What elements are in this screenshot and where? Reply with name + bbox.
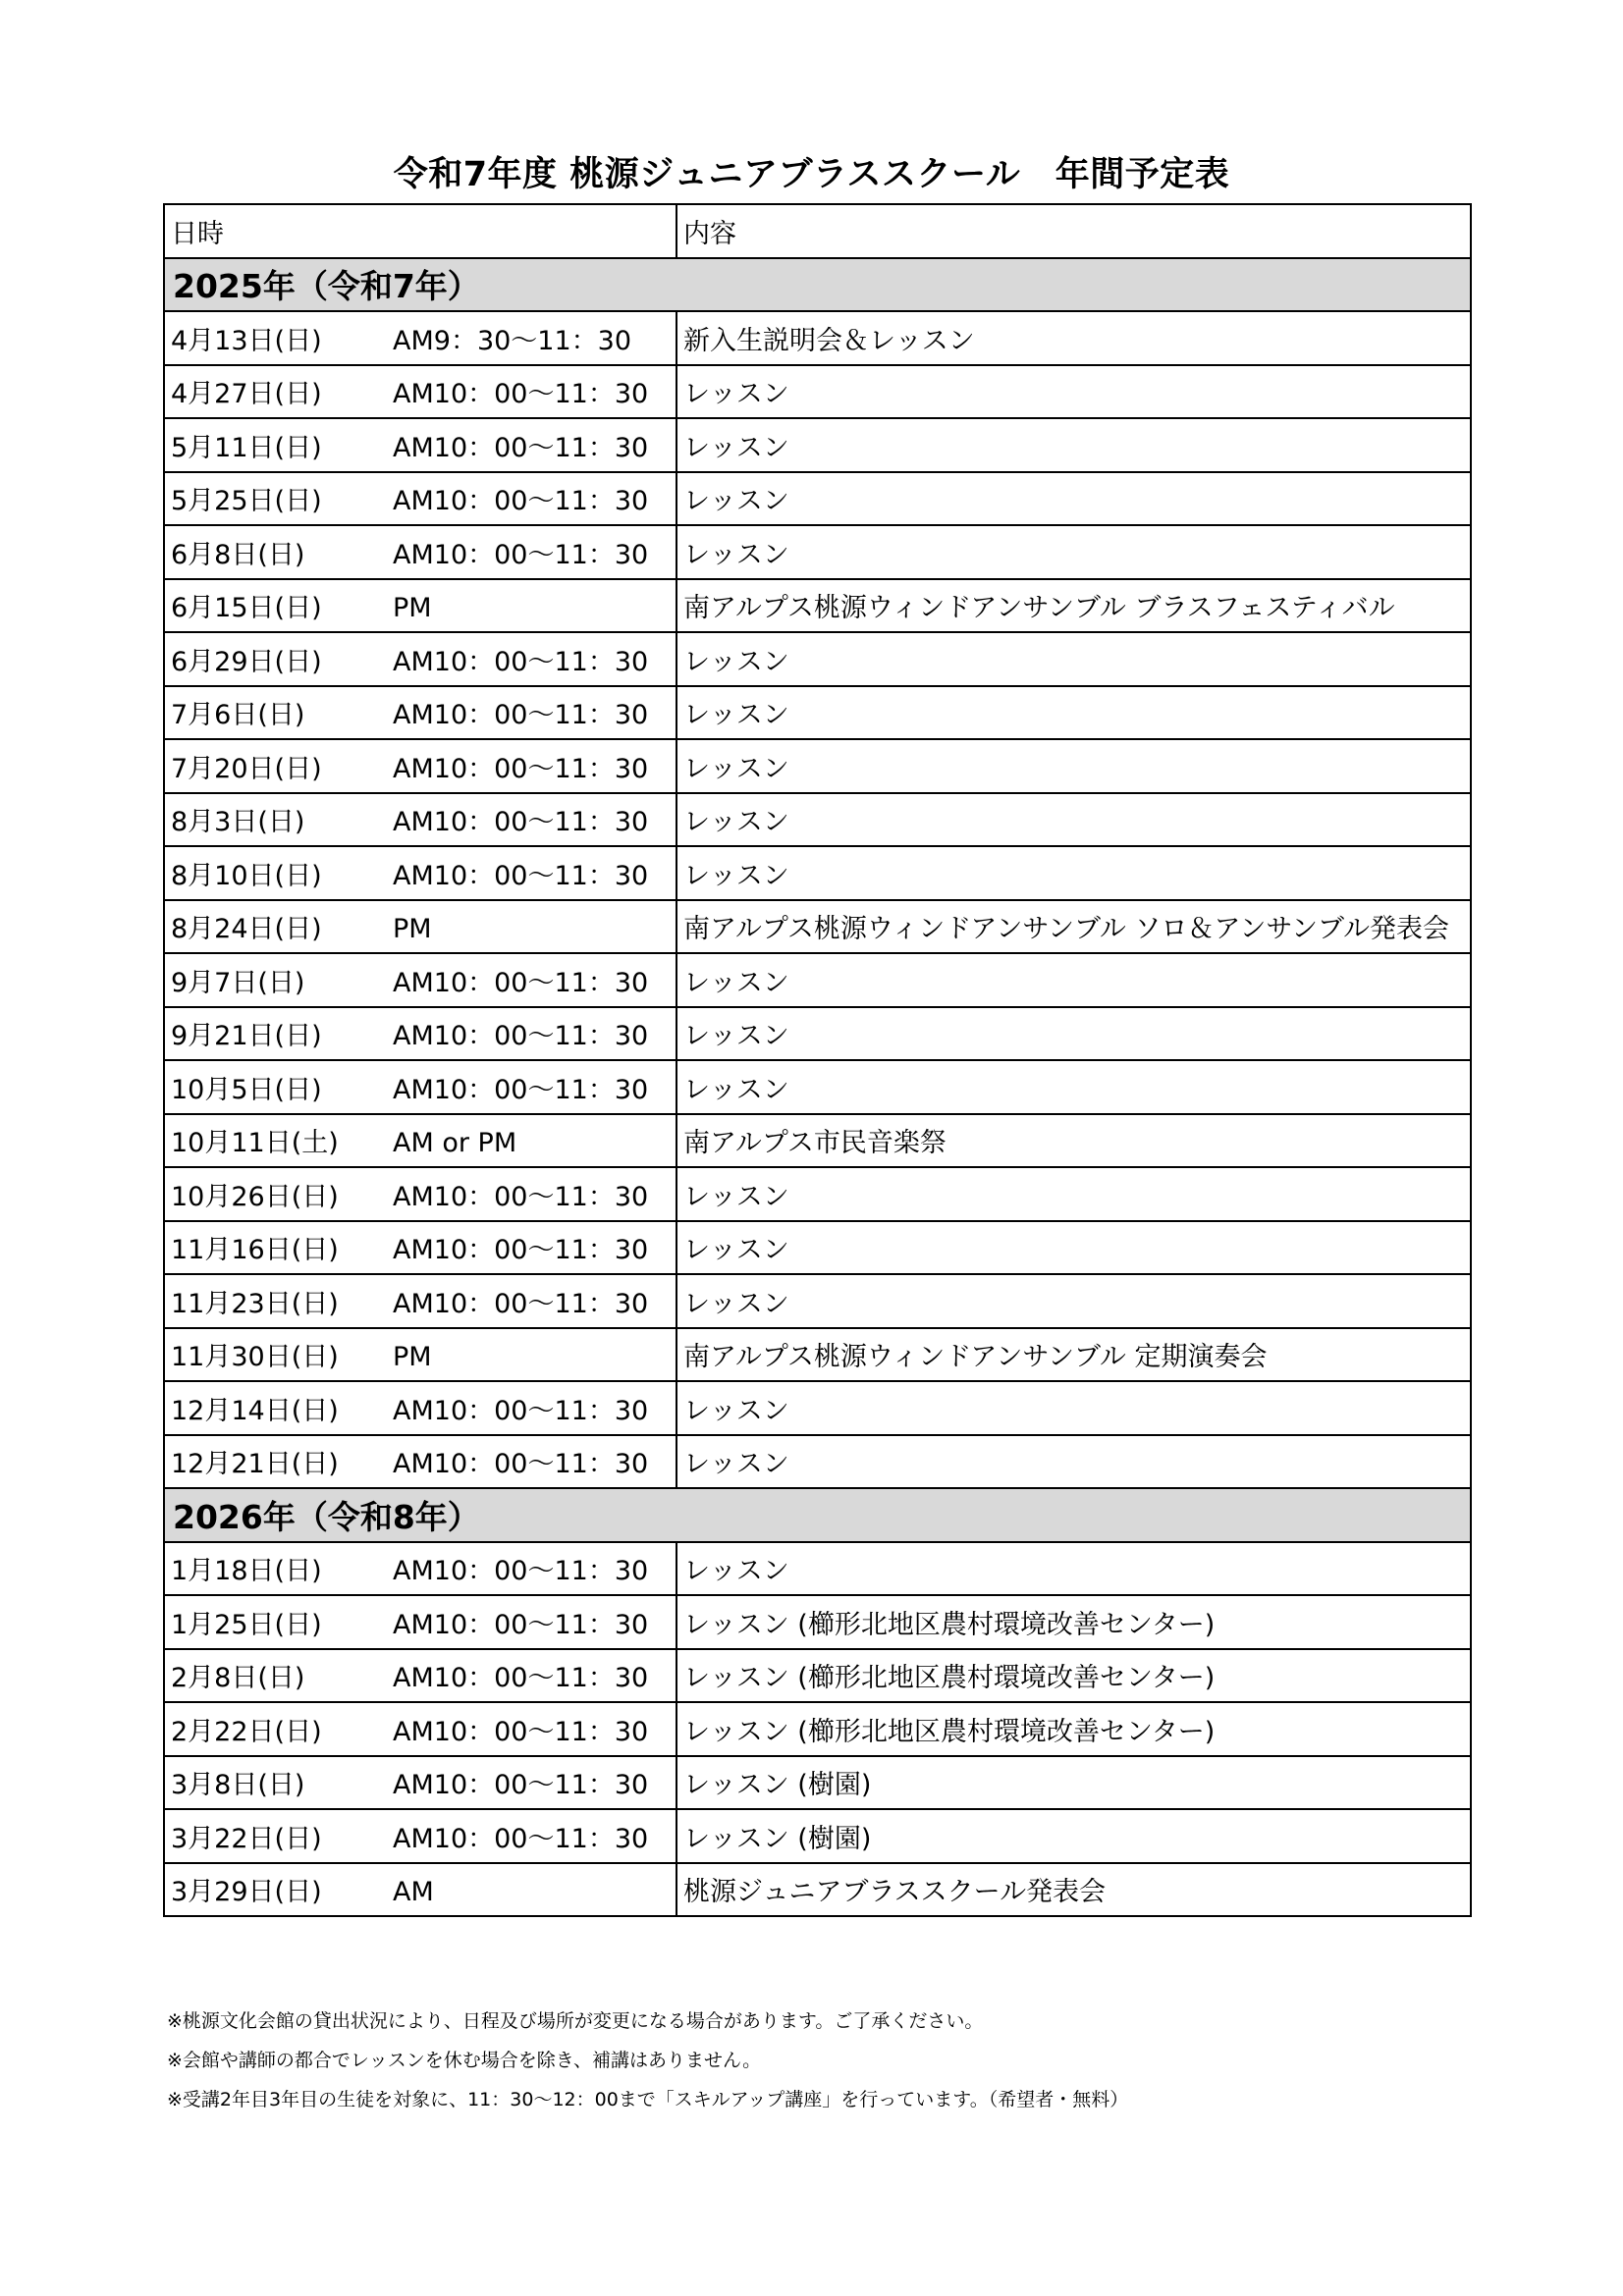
schedule-row — [164, 472, 1471, 526]
header-row — [164, 204, 1471, 258]
content-cell: レッスン (樹園) — [676, 1756, 1471, 1810]
date-text: 10月26日(日) — [171, 1181, 339, 1212]
datetime-cell — [164, 686, 676, 740]
datetime-cell — [164, 365, 676, 419]
time-text: AM10：00～11：30 — [393, 1021, 649, 1052]
time-text: AM10：00～11：30 — [393, 1395, 649, 1426]
content-cell: レッスン — [676, 846, 1471, 900]
schedule-row — [164, 1542, 1471, 1596]
content-cell: レッスン — [676, 1167, 1471, 1221]
date-text: 4月13日(日) — [171, 325, 322, 356]
datetime-cell — [164, 793, 676, 847]
schedule-row — [164, 1702, 1471, 1756]
datetime-cell — [164, 1756, 676, 1810]
datetime-cell — [164, 739, 676, 793]
time-text: AM10：00～11：30 — [393, 1181, 649, 1212]
datetime-cell — [164, 900, 676, 954]
date-text: 1月25日(日) — [171, 1609, 322, 1640]
date-text: 2月8日(日) — [171, 1663, 305, 1694]
datetime-cell — [164, 1114, 676, 1168]
schedule-row — [164, 1274, 1471, 1328]
date-text: 7月20日(日) — [171, 753, 322, 784]
content-cell: レッスン — [676, 525, 1471, 579]
content-cell: レッスン — [676, 739, 1471, 793]
time-text: AM10：00～11：30 — [393, 753, 649, 784]
content-cell: レッスン (樹園) — [676, 1809, 1471, 1863]
schedule-row — [164, 632, 1471, 686]
schedule-row — [164, 1756, 1471, 1810]
time-text: AM9：30～11：30 — [393, 325, 632, 356]
date-text: 10月5日(日) — [171, 1074, 322, 1105]
date-text: 7月6日(日) — [171, 700, 305, 731]
date-text: 12月14日(日) — [171, 1395, 339, 1426]
schedule-table-body — [164, 204, 1471, 1916]
time-text: AM10：00～11：30 — [393, 807, 649, 838]
datetime-cell — [164, 579, 676, 633]
datetime-cell — [164, 953, 676, 1007]
content-cell: 桃源ジュニアブラススクール発表会 — [676, 1863, 1471, 1917]
schedule-row — [164, 579, 1471, 633]
note-line: ※桃源文化会館の貸出状況により、日程及び場所が変更になる場合があります。ご了承ください。 — [167, 2010, 984, 2032]
content-cell: 南アルプス桃源ウィンドアンサンブル ブラスフェスティバル — [676, 579, 1471, 633]
year-section-row — [164, 258, 1471, 312]
content-cell: 南アルプス市民音楽祭 — [676, 1114, 1471, 1168]
datetime-cell — [164, 1007, 676, 1061]
schedule-row — [164, 1060, 1471, 1114]
content-cell: レッスン (櫛形北地区農村環境改善センター) — [676, 1649, 1471, 1703]
datetime-cell — [164, 1809, 676, 1863]
content-cell: レッスン — [676, 1221, 1471, 1275]
datetime-cell — [164, 1381, 676, 1435]
datetime-cell — [164, 1167, 676, 1221]
datetime-cell — [164, 1863, 676, 1917]
content-cell: 新入生説明会＆レッスン — [676, 311, 1471, 365]
content-cell: レッスン — [676, 418, 1471, 472]
datetime-cell — [164, 418, 676, 472]
schedule-row — [164, 1381, 1471, 1435]
header-content: 内容 — [676, 204, 1471, 258]
date-text: 9月21日(日) — [171, 1021, 322, 1052]
time-text: AM10：00～11：30 — [393, 1074, 649, 1105]
time-text: AM10：00～11：30 — [393, 486, 649, 517]
schedule-row — [164, 1328, 1471, 1382]
datetime-cell — [164, 1542, 676, 1596]
schedule-table — [163, 203, 1472, 1917]
note-line: ※受講2年目3年目の生徒を対象に、11：30～12：00まで「スキルアップ講座」を行っています。（希望者・無料） — [167, 2089, 1129, 2110]
datetime-cell — [164, 472, 676, 526]
content-cell: レッスン — [676, 472, 1471, 526]
date-text: 6月29日(日) — [171, 646, 322, 677]
time-text: AM10：00～11：30 — [393, 1663, 649, 1694]
schedule-row — [164, 1649, 1471, 1703]
time-text: AM10：00～11：30 — [393, 1770, 649, 1801]
date-text: 11月30日(日) — [171, 1342, 339, 1373]
year-label: 2026年（令和8年） — [164, 1488, 1471, 1542]
schedule-row — [164, 1435, 1471, 1489]
time-text: AM10：00～11：30 — [393, 1235, 649, 1266]
date-text: 3月8日(日) — [171, 1770, 305, 1801]
date-text: 12月21日(日) — [171, 1449, 339, 1480]
content-cell: レッスン — [676, 1542, 1471, 1596]
date-text: 6月8日(日) — [171, 539, 305, 570]
time-text: AM — [393, 1877, 434, 1908]
date-text: 4月27日(日) — [171, 379, 322, 410]
header-datetime: 日時 — [164, 204, 676, 258]
content-cell: 南アルプス桃源ウィンドアンサンブル 定期演奏会 — [676, 1328, 1471, 1382]
datetime-cell — [164, 1274, 676, 1328]
date-text: 8月24日(日) — [171, 914, 322, 945]
time-text: AM10：00～11：30 — [393, 1556, 649, 1587]
content-cell: 南アルプス桃源ウィンドアンサンブル ソロ＆アンサンブル発表会 — [676, 900, 1471, 954]
content-cell: レッスン — [676, 686, 1471, 740]
content-cell: レッスン — [676, 1381, 1471, 1435]
content-cell: レッスン — [676, 632, 1471, 686]
time-text: AM10：00～11：30 — [393, 539, 649, 570]
content-cell: レッスン — [676, 1435, 1471, 1489]
schedule-row — [164, 846, 1471, 900]
time-text: PM — [393, 914, 432, 945]
year-label: 2025年（令和7年） — [164, 258, 1471, 312]
date-text: 1月18日(日) — [171, 1556, 322, 1587]
schedule-row — [164, 953, 1471, 1007]
schedule-row — [164, 1595, 1471, 1649]
datetime-cell — [164, 1328, 676, 1382]
time-text: AM10：00～11：30 — [393, 646, 649, 677]
schedule-row — [164, 1114, 1471, 1168]
notes — [167, 2007, 1128, 2125]
schedule-row — [164, 1167, 1471, 1221]
datetime-cell — [164, 1702, 676, 1756]
content-cell: レッスン (櫛形北地区農村環境改善センター) — [676, 1595, 1471, 1649]
datetime-cell — [164, 1435, 676, 1489]
page-title: 令和7年度 桃源ジュニアブラススクール 年間予定表 — [393, 155, 1230, 194]
time-text: AM10：00～11：30 — [393, 432, 649, 463]
time-text: PM — [393, 593, 432, 624]
date-text: 8月3日(日) — [171, 807, 305, 838]
time-text: AM10：00～11：30 — [393, 1449, 649, 1480]
datetime-cell — [164, 1060, 676, 1114]
time-text: AM10：00～11：30 — [393, 700, 649, 731]
date-text: 10月11日(土) — [171, 1128, 339, 1159]
content-cell: レッスン — [676, 365, 1471, 419]
date-text: 5月11日(日) — [171, 432, 322, 463]
year-section-row — [164, 1488, 1471, 1542]
schedule-row — [164, 793, 1471, 847]
date-text: 11月23日(日) — [171, 1288, 339, 1319]
schedule-row — [164, 900, 1471, 954]
datetime-cell — [164, 846, 676, 900]
datetime-cell — [164, 632, 676, 686]
schedule-row — [164, 686, 1471, 740]
date-text: 6月15日(日) — [171, 593, 322, 624]
schedule-row — [164, 1863, 1471, 1917]
time-text: AM10：00～11：30 — [393, 860, 649, 891]
time-text: AM10：00～11：30 — [393, 379, 649, 410]
note-line: ※会館や講師の都合でレッスンを休む場合を除き、補講はありません。 — [167, 2050, 762, 2071]
date-text: 5月25日(日) — [171, 486, 322, 517]
schedule-row — [164, 525, 1471, 579]
datetime-cell — [164, 1595, 676, 1649]
datetime-cell — [164, 311, 676, 365]
datetime-cell — [164, 1649, 676, 1703]
time-text: AM10：00～11：30 — [393, 1823, 649, 1854]
content-cell: レッスン (櫛形北地区農村環境改善センター) — [676, 1702, 1471, 1756]
time-text: PM — [393, 1342, 432, 1373]
content-cell: レッスン — [676, 1007, 1471, 1061]
schedule-row — [164, 739, 1471, 793]
time-text: AM or PM — [393, 1128, 517, 1159]
datetime-cell — [164, 525, 676, 579]
datetime-cell — [164, 1221, 676, 1275]
date-text: 2月22日(日) — [171, 1716, 322, 1747]
time-text: AM10：00～11：30 — [393, 1609, 649, 1640]
date-text: 8月10日(日) — [171, 860, 322, 891]
schedule-row — [164, 311, 1471, 365]
content-cell: レッスン — [676, 1274, 1471, 1328]
schedule-row — [164, 418, 1471, 472]
schedule-row — [164, 1221, 1471, 1275]
date-text: 9月7日(日) — [171, 967, 305, 998]
content-cell: レッスン — [676, 953, 1471, 1007]
time-text: AM10：00～11：30 — [393, 1716, 649, 1747]
content-cell: レッスン — [676, 793, 1471, 847]
time-text: AM10：00～11：30 — [393, 1288, 649, 1319]
date-text: 11月16日(日) — [171, 1235, 339, 1266]
time-text: AM10：00～11：30 — [393, 967, 649, 998]
schedule-row — [164, 1809, 1471, 1863]
date-text: 3月29日(日) — [171, 1877, 322, 1908]
schedule-row — [164, 365, 1471, 419]
schedule-row — [164, 1007, 1471, 1061]
content-cell: レッスン — [676, 1060, 1471, 1114]
date-text: 3月22日(日) — [171, 1823, 322, 1854]
